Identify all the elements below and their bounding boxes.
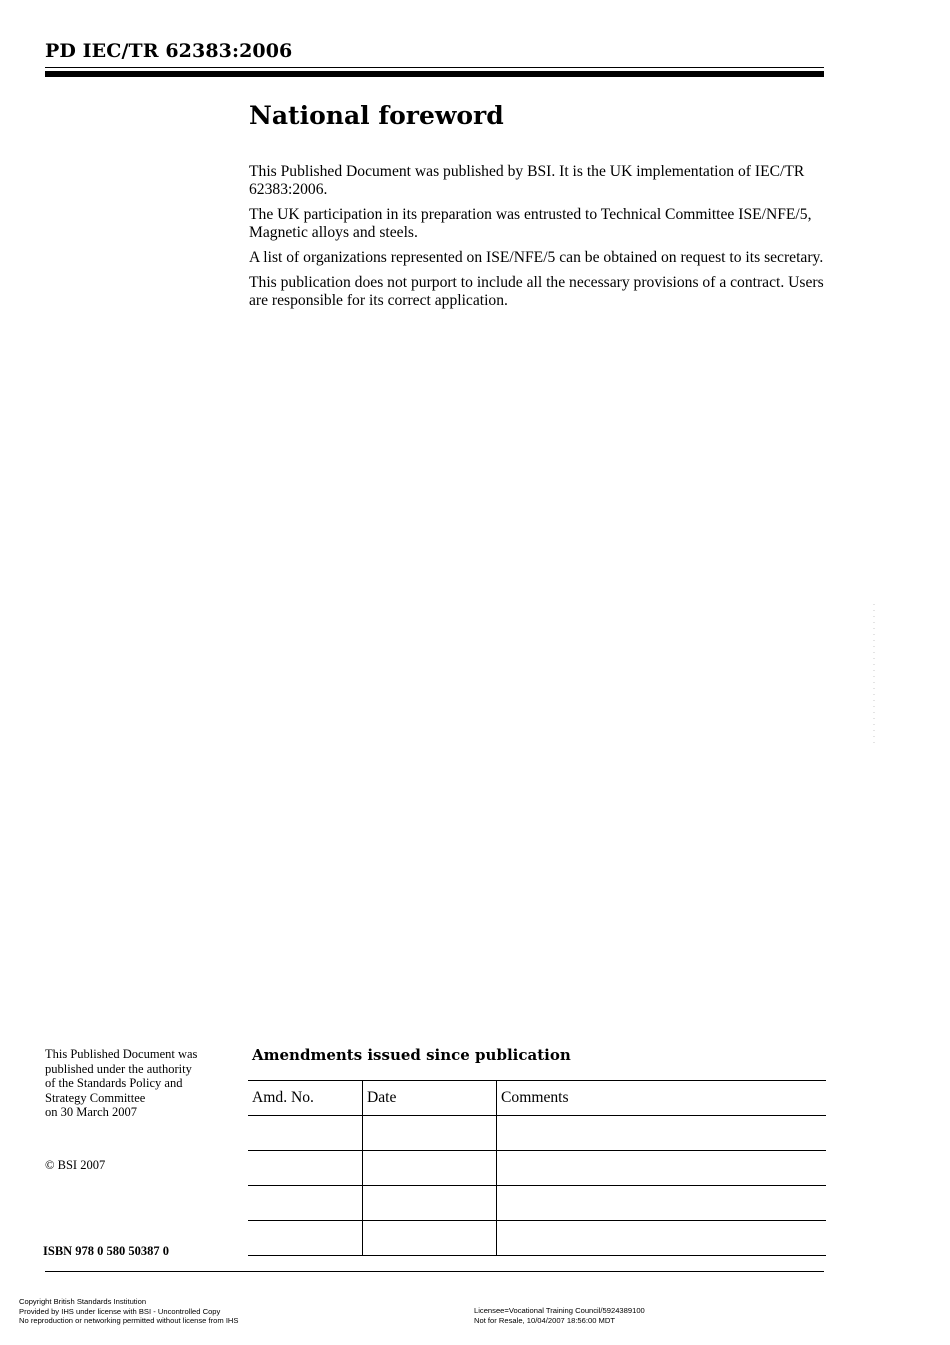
- cell-date: [363, 1186, 497, 1221]
- column-header-amd-no: Amd. No.: [248, 1081, 363, 1116]
- header-rule-thick: [45, 71, 824, 77]
- table-row: [248, 1221, 826, 1256]
- table-header-row: [248, 1081, 826, 1116]
- table-row: [248, 1116, 826, 1151]
- document-id: PD IEC/TR 62383:2006: [45, 40, 293, 62]
- cell-amd-no: [248, 1151, 363, 1186]
- footer-license-right: [474, 1306, 645, 1325]
- footer-line: Licensee=Vocational Training Council/5924389100: [474, 1306, 645, 1315]
- authority-line: This Published Document was: [45, 1047, 198, 1061]
- footer-line: Copyright British Standards Institution: [19, 1297, 147, 1306]
- foreword-paragraph: The UK participation in its preparation was entrusted to Technical Committee ISE/NFE/5, Magnetic alloys and steels.: [249, 206, 812, 241]
- cell-date: [363, 1116, 497, 1151]
- foreword-paragraph: A list of organizations represented on ISE/NFE/5 can be obtained on request to its secretary.: [249, 249, 824, 266]
- authority-line: of the Standards Policy and: [45, 1076, 183, 1091]
- header-rule-thin: [45, 67, 824, 68]
- column-header-date: Date: [363, 1081, 497, 1116]
- cell-comments: [497, 1186, 827, 1221]
- page-title: National foreword: [249, 101, 504, 130]
- column-header-comments: Comments: [497, 1081, 827, 1116]
- copyright-notice: © BSI 2007: [45, 1158, 106, 1172]
- footer-line: Not for Resale, 10/04/2007 18:56:00 MDT: [474, 1315, 615, 1325]
- authority-line: Strategy Committee: [45, 1090, 146, 1105]
- footer-rule: [45, 1271, 824, 1272]
- cell-amd-no: [248, 1221, 363, 1256]
- foreword-paragraph: This Published Document was published by BSI. It is the UK implementation of IEC/TR 62383:2006.: [249, 163, 805, 198]
- cell-comments: [497, 1221, 827, 1256]
- table-row: [248, 1151, 826, 1186]
- footer-license-left: [19, 1297, 238, 1326]
- authority-statement: [45, 1047, 235, 1120]
- footer-line: Provided by IHS under license with BSI - Uncontrolled Copy: [19, 1306, 221, 1316]
- cell-date: [363, 1151, 497, 1186]
- amendments-table: [248, 1080, 826, 1256]
- foreword-paragraph: This publication does not purport to include all the necessary provisions of a contract. Users are responsible for its correct application.: [249, 274, 824, 309]
- cell-amd-no: [248, 1116, 363, 1151]
- footer-line: No reproduction or networking permitted without license from IHS: [19, 1316, 239, 1326]
- cell-comments: [497, 1116, 827, 1151]
- cell-comments: [497, 1151, 827, 1186]
- cell-amd-no: [248, 1186, 363, 1221]
- amendments-title: Amendments issued since publication: [252, 1046, 571, 1064]
- authority-line: published under the authority: [45, 1061, 192, 1076]
- margin-dotted-marks: [872, 604, 876, 744]
- table-row: [248, 1186, 826, 1221]
- cell-date: [363, 1221, 497, 1256]
- authority-line: on 30 March 2007: [45, 1105, 137, 1120]
- isbn: ISBN 978 0 580 50387 0: [43, 1244, 170, 1258]
- foreword-body: [249, 163, 829, 317]
